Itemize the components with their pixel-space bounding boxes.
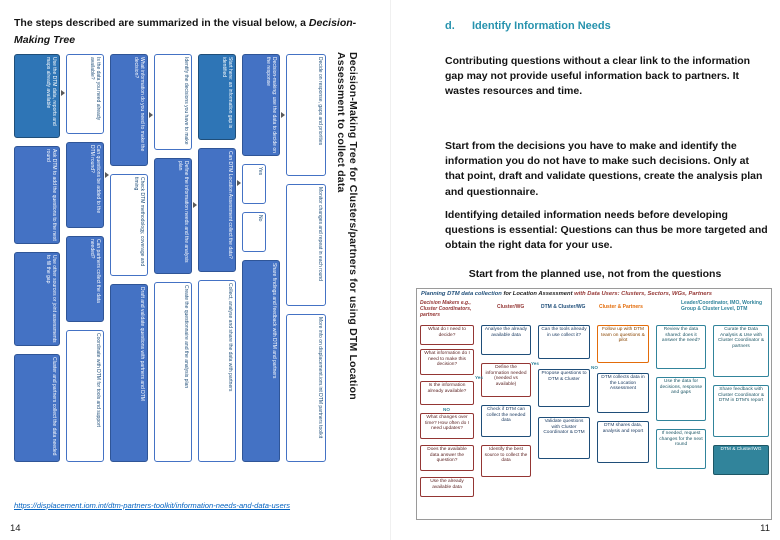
flowchart-title-part2: for Location Assessment [503, 291, 575, 297]
column-header: Leader/Coordinator, IMO, Working Group & Cluster Level, DTM [681, 300, 763, 312]
intro-text: The steps described are summarized in the visual below, a [14, 17, 309, 29]
flow-box: Decide on response, gaps and priorities [286, 54, 326, 176]
flow-box: What information do I need to make this decision? [420, 349, 474, 375]
connector-arrow-icon [149, 112, 153, 118]
paragraph-start-from-decisions: Start from the decisions you have to make and identify the information you do not have to make such decisions. Only at that point, draft and validate questions, create the analysis plan and questionnaire. [445, 140, 763, 198]
planning-flowchart-figure [416, 288, 772, 520]
flow-box: Use the already available data [420, 477, 474, 497]
flow-box: Create the questionnaire and the analysis plan [154, 282, 192, 462]
flow-box-yes: Yes [242, 164, 266, 204]
flow-box: Cluster and partners collect the data needed [14, 354, 60, 462]
column-header: Cluster & Partners [599, 304, 643, 310]
heading-text: Identify Information Needs [472, 20, 611, 32]
toolkit-link[interactable]: https://displacement.iom.int/dtm-partners-toolkit/information-needs-and-data-users [14, 501, 291, 510]
flow-box: Monitor changes and repeat in each round [286, 184, 326, 306]
connector-arrow-icon [237, 180, 241, 186]
flow-box: Define the information needs and the analysis plan [154, 158, 192, 274]
flow-box: Identify the decisions you have to make [154, 54, 192, 150]
no-label: NO [443, 407, 450, 412]
connector-arrow-icon [281, 112, 285, 118]
connector-arrow-icon [105, 172, 109, 178]
flow-box: Curate the Data Analysis & Use with Cluster Coordinator & partners [713, 325, 769, 377]
flow-box: Check if DTM can collect the needed data [481, 405, 531, 437]
flow-box: Draft and validate questions with partners and DTM [110, 284, 148, 462]
page-right [390, 0, 780, 540]
flow-box: DTM collects data in the Location Assessment [597, 373, 649, 413]
flow-box: DTM shares data, analysis and report [597, 421, 649, 463]
flow-box: Does the available data answer the question? [420, 445, 474, 471]
flow-box: Analyse the already available data [481, 325, 531, 355]
flow-box: Use the DTM data, reports and maps already available [14, 54, 60, 138]
flow-box: Use other sources or joint assessments to fill the gap [14, 252, 60, 346]
flow-box: Share feedback with Cluster Coordinator & DTM in DTM's report [713, 385, 769, 437]
yes-label: Yes [531, 361, 539, 366]
flow-box: Can DTM Location Assessment collect the data? [198, 148, 236, 272]
no-label: NO [591, 365, 598, 370]
paragraph-contributing-questions: Contributing questions without a clear link to the information gap may not provide useful information back to partners. It wastes resources and time. [445, 55, 751, 98]
flow-box: Validate questions with Cluster Coordinator & DTM [538, 417, 590, 459]
flow-box: Can partners collect the data needed? [66, 236, 104, 322]
flowchart-title-part1: Planning DTM data collection [421, 291, 504, 297]
flow-box: If needed, request changes for the next round [656, 429, 706, 469]
flow-box: Propose questions to DTM & Cluster [538, 369, 590, 407]
paragraph-identifying-needs: Identifying detailed information needs before developing questions is essential: Questions can thus be more targeted and obtain the right data for your use. [445, 209, 768, 252]
flow-box: Use the data for decisions, response and gaps [656, 377, 706, 421]
flow-box: Decision-making: use the data to decide on the response [242, 54, 280, 156]
flow-box: Is the data you need already available? [66, 54, 104, 134]
heading-letter: d. [445, 20, 455, 32]
flow-box-no: No [242, 212, 266, 252]
decision-tree-figure [12, 52, 360, 466]
intro-italic-term: Decision-Making Tree [14, 17, 357, 46]
flow-box: What information do you need to make the decision? [110, 54, 148, 166]
flow-box: Share findings and feedback with DTM and partners [242, 260, 280, 462]
flow-box: Check DTM methodology, coverage and timing [110, 174, 148, 276]
center-emphasis-line: Start from the planned use, not from the questions [468, 268, 722, 280]
flow-box: Start here: an information gap is identified [198, 54, 236, 140]
column-header: Cluster/WG [497, 304, 525, 310]
column-header: DTM & Cluster/WG [541, 304, 586, 310]
flow-box: Follow up with DTM team on questions & pilot [597, 325, 649, 363]
flow-box: Can the tools already in use collect it? [538, 325, 590, 359]
connector-arrow-icon [193, 202, 197, 208]
flowchart-title [421, 291, 769, 298]
page-number-left: 14 [10, 523, 21, 534]
flow-box: Define the information needed (needed vs available) [481, 363, 531, 397]
flow-box: What changes over time? How often do I need updates? [420, 413, 474, 439]
yes-label: Yes [475, 375, 483, 380]
page-number-right: 11 [760, 523, 770, 534]
section-heading [445, 20, 611, 32]
left-intro-text [14, 15, 366, 49]
column-header: Decision Makers e.g., Cluster Coordinators, partners [420, 300, 472, 318]
flow-box: More info on displacement.iom.int DTM partners toolkit [286, 314, 326, 462]
flow-box: DTM & Cluster/WG [713, 445, 769, 475]
flowchart-title-part3: with Data Users: Clusters, Sectors, WGs, Partners [574, 291, 712, 297]
flow-box: Ask DTM to add the questions to the next round [14, 146, 60, 244]
flow-box: Review the data shared: does it answer the need? [656, 325, 706, 369]
flow-box: Collect, analyse and share the data with partners [198, 280, 236, 462]
figure-vertical-title: Decision-Making Tree for Clusters/partners for using DTM Location Assessment to collect data [335, 52, 359, 400]
flow-box: Is the information already available? [420, 381, 474, 405]
connector-arrow-icon [61, 90, 65, 96]
flow-box: Identify the best source to collect the data [481, 445, 531, 477]
flow-box: Can questions be added to the DTM round? [66, 142, 104, 228]
flow-box: Coordinate with DTM for tools and support [66, 330, 104, 462]
flow-box: What do I need to decide? [420, 325, 474, 345]
